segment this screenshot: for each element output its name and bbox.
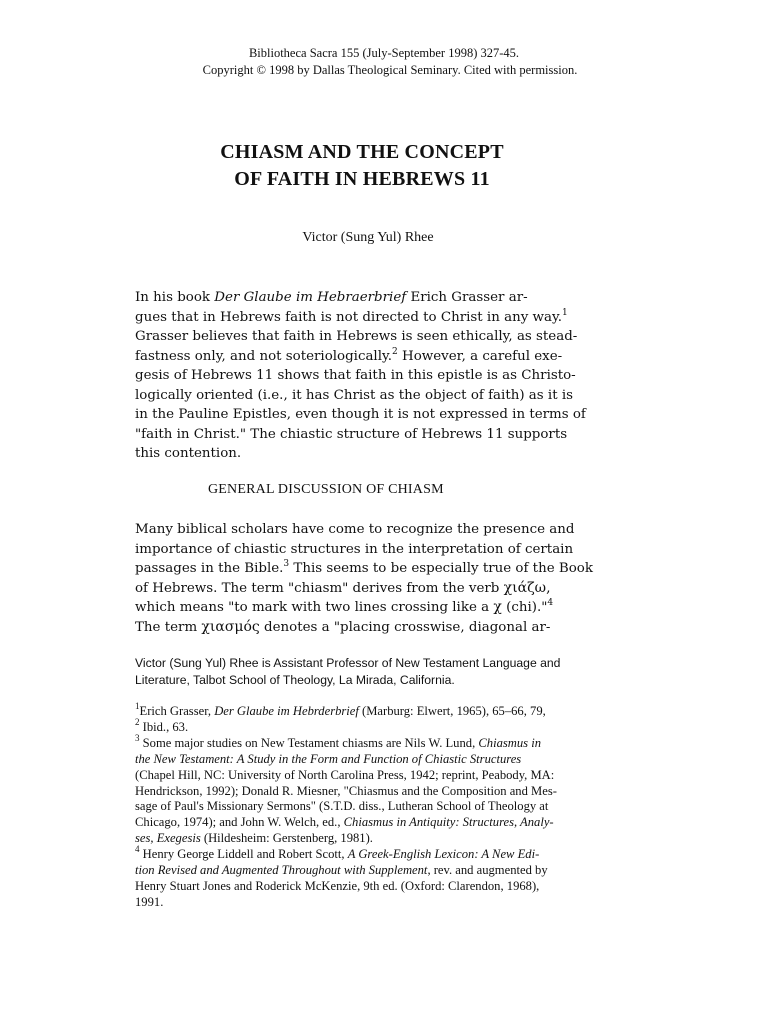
section-heading: GENERAL DISCUSSION OF CHIASM [208, 482, 444, 497]
citation-line: Bibliotheca Sacra 155 (July-September 1998) 327-45. [248, 46, 520, 60]
title-line-1: CHIASM AND THE CONCEPT [220, 141, 504, 163]
footnote-ref: 1 [562, 307, 568, 318]
footnote-3: $^3$ Some major studies on New Testament chiasms are Nils W. Lund, Chiasmus in the New Testament: A Study in the Form and Function of Chiastic Structures (Chapel Hill, NC: University of North Carolina Press, 1942; reprint, Peabody, MA: Hendrickson, 1992); Donald R. Miesner, "Chiasmus and the Composition and Mes- sage of Paul's Missionary Sermons" (S.T.D. diss., Lutheran School of Theology at Chicago, 1974); and John W. Welch, ed., Chiasmus in Antiquity: Structures, Analy- ses, Exegesis (Hildesheim: Gerstenberg, 1981). [135, 732, 557, 846]
copyright-line: Copyright © 1998 by Dallas Theological Seminary. Cited with permission. [202, 63, 578, 77]
footnote-2: $^2$ Ibid., 63. [135, 716, 189, 734]
author-bio: Victor (Sung Yul) Rhee is Assistant Professor of New Testament Language and Literature, Talbot School of Theology, La Mirada, California. [135, 656, 561, 687]
footnotes [135, 701, 605, 911]
greek-word: χιάζω, [503, 579, 551, 596]
greek-word: χιασμός [201, 618, 260, 635]
book-title: Der Glaube im Hebraerbrief [214, 290, 407, 305]
footnote-4: $^4$ Henry George Liddell and Robert Scott, A Greek-English Lexicon: A New Edi- tion Revised and Augmented Throughout with Supplement, rev. and augmented by Henry Stuart Jones and Roderick McKenzie, 9th ed. (Oxford: Clarendon, 1968), 1991. [135, 844, 548, 909]
chiasm-paragraph: Many biblical scholars have come to recognize the presence and importance of chiastic structures in the interpretation of certain passages in the Bible.$^3$ This seems to be especially true of the Book of Hebrews. The term "chiasm" derives from the verb χιάζω, which means "to mark with two lines crossing like a χ (chi)."$^4$ The term χιασμός denotes a "placing crosswise, diagonal ar- [135, 522, 593, 635]
article-title [0, 139, 724, 193]
citation-header [0, 45, 768, 79]
footnote-ref: 3 [283, 559, 290, 569]
greek-letter: χ [493, 599, 502, 615]
footnote-ref: 4 [547, 598, 554, 608]
intro-paragraph: In his book Der Glaube im Hebraerbrief Erich Grasser ar- gues that in Hebrews faith is not directed to Christ in any way.$^1$ Grasser believes that faith in Hebrews is seen ethically, as stead- fastness only, and not soteriologically.$^2$ However, a careful exe- gesis of Hebrews 11 shows that faith in this epistle is as Christo- logically oriented (i.e., it has Christ as the object of faith) as it is in the Pauline Epistles, even though it is not expressed in terms of "faith in Christ." The chiastic structure of Hebrews 11 supports this contention. [135, 290, 586, 461]
author-name: Victor (Sung Yul) Rhee [302, 230, 434, 245]
title-line-2: OF FAITH IN HEBREWS 11 [234, 168, 490, 190]
footnote-1: $^1$Erich Grasser, Der Glaube im Hebrderbrief (Marburg: Elwert, 1965), 65–66, 79, [135, 701, 546, 718]
footnote-ref: 2 [392, 346, 398, 357]
